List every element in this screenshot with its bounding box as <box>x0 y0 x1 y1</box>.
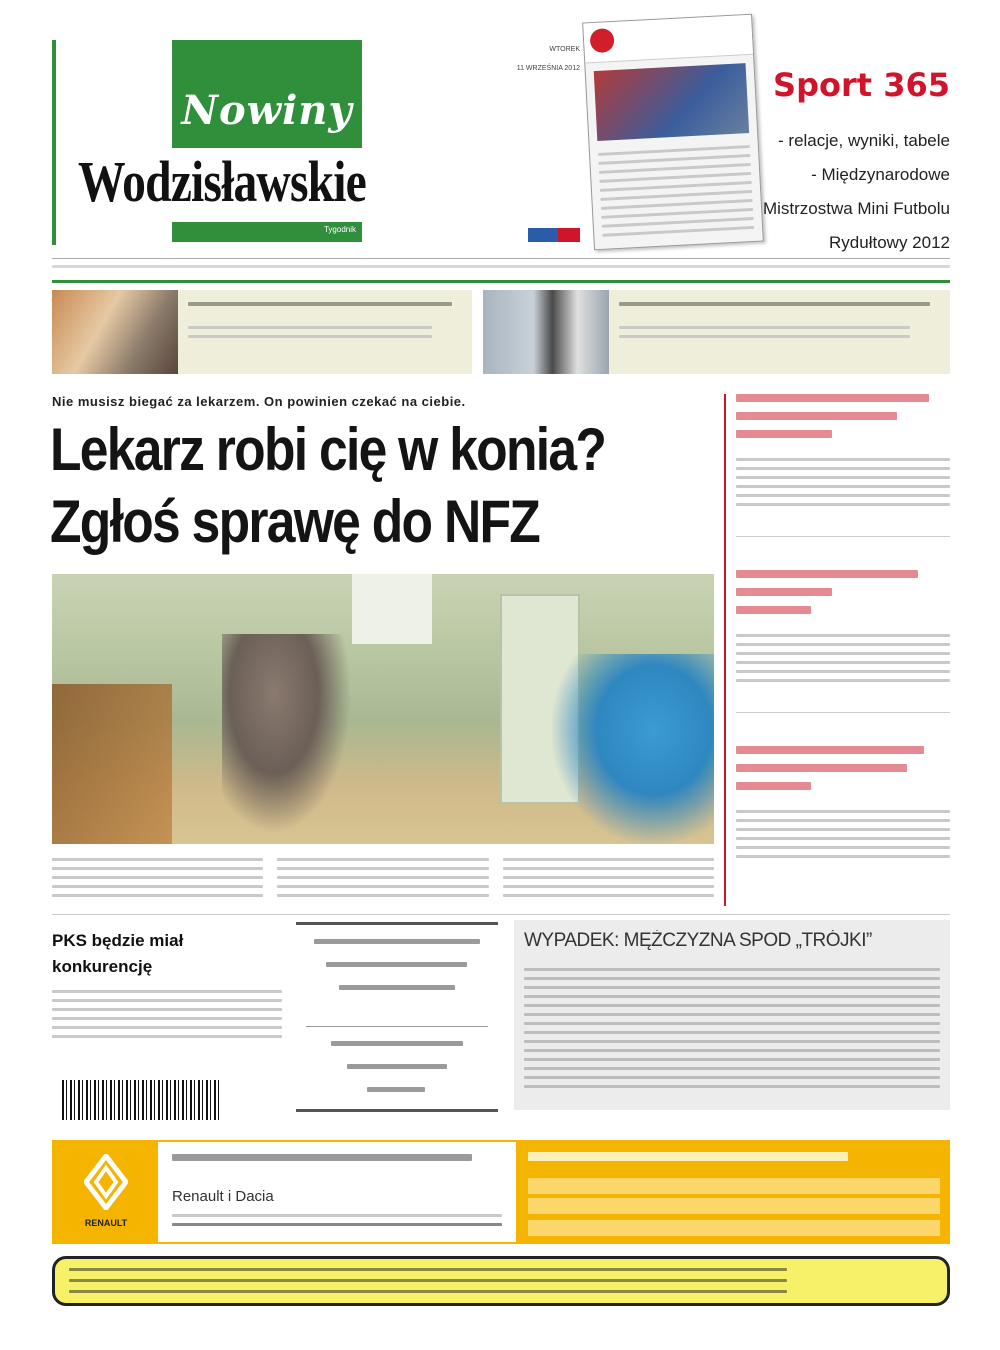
teaser-headline-placeholder <box>619 302 930 310</box>
ad-url-placeholder <box>528 1152 848 1166</box>
pks-story-title[interactable]: PKS będzie miał konkurencję <box>52 931 184 976</box>
sport-promo-line: Mistrzostwa Mini Futbolu <box>762 199 950 218</box>
teaser-photo <box>483 290 609 374</box>
dealer-advertisement[interactable] <box>52 1140 950 1244</box>
teaser-photo <box>52 290 178 374</box>
teaser-body-placeholder <box>188 326 432 356</box>
ticker-rule-green <box>52 280 950 283</box>
barcode <box>62 1080 222 1120</box>
ticker-rule <box>52 258 950 259</box>
logo-tag-bar <box>172 222 362 242</box>
section-divider <box>52 914 950 915</box>
ad-company-placeholder <box>172 1154 472 1164</box>
side-title-placeholder <box>736 570 950 624</box>
logo-script-block <box>172 40 362 148</box>
ad-contact-line <box>528 1178 940 1194</box>
issue-info-line: 11 WRZEŚNIA 2012 <box>516 65 580 72</box>
main-story-kicker: Nie musisz biegać za lekarzem. On powinien czekać na ciebie. <box>52 394 466 409</box>
ad-small-print <box>172 1214 502 1234</box>
brief-item-placeholder <box>314 1041 480 1105</box>
ticker-text-placeholder <box>52 265 950 271</box>
body-column <box>52 854 263 906</box>
side-title-placeholder <box>736 746 950 800</box>
logo-script-text: Nowiny <box>181 87 353 134</box>
teaser-card[interactable] <box>483 290 950 374</box>
main-headline-line: Lekarz robi cię w konia? <box>50 416 606 483</box>
body-column <box>503 854 714 906</box>
masthead-rule <box>52 40 56 245</box>
ad-logo-box <box>54 1142 158 1242</box>
body-column <box>277 854 488 906</box>
main-story-photo <box>52 574 714 844</box>
issue-info <box>478 40 580 78</box>
sport-promo-line: Rydułtowy 2012 <box>829 233 950 252</box>
brief-box <box>296 922 498 1112</box>
ad-brand-name: RENAULT <box>84 1218 128 1228</box>
masthead-title: Wodzisławskie <box>78 149 366 214</box>
side-story[interactable] <box>736 394 950 537</box>
teaser-headline-placeholder <box>188 302 452 310</box>
footer-notice <box>52 1256 950 1306</box>
ad-contact-line <box>528 1220 940 1236</box>
teaser-body-placeholder <box>619 326 910 356</box>
sport-cover-text <box>598 145 754 241</box>
accident-story-body <box>524 968 940 1100</box>
sport-badge-icon <box>590 28 615 53</box>
main-story-body <box>52 854 714 906</box>
renault-diamond-icon <box>84 1154 128 1210</box>
sport-cover-photo <box>594 63 749 141</box>
teaser-card[interactable] <box>52 290 472 374</box>
main-headline[interactable] <box>50 414 626 558</box>
accident-story-box[interactable] <box>514 920 950 1110</box>
sport-promo-line: - relacje, wyniki, tabele <box>778 131 950 150</box>
masthead-tagline: Tygodnik <box>323 225 356 234</box>
brief-item-placeholder <box>314 939 480 1003</box>
brief-separator <box>306 1026 488 1027</box>
sidebar-rule <box>724 394 726 906</box>
side-story[interactable] <box>736 570 950 713</box>
accident-story-title: WYPADEK: MĘŻCZYZNA SPOD „TRÓJKI” <box>524 930 872 951</box>
issue-info-line: WTOREK <box>549 46 580 53</box>
pks-story-body <box>52 990 282 1052</box>
sport-supplement-cover[interactable] <box>582 14 764 251</box>
sport-promo-description <box>740 124 950 260</box>
sport-promo-title[interactable]: Sport 365 <box>773 66 950 104</box>
notice-text <box>69 1268 787 1295</box>
publisher-logo-icon <box>528 228 580 242</box>
ad-contact-line <box>528 1198 940 1214</box>
main-headline-line: Zgłoś sprawę do NFZ <box>50 488 540 555</box>
side-title-placeholder <box>736 394 950 448</box>
sport-promo-line: - Międzynarodowe <box>811 165 950 184</box>
side-story[interactable] <box>736 746 950 884</box>
ad-contact-panel <box>516 1142 948 1242</box>
ad-makes: Renault i Dacia <box>172 1188 274 1205</box>
